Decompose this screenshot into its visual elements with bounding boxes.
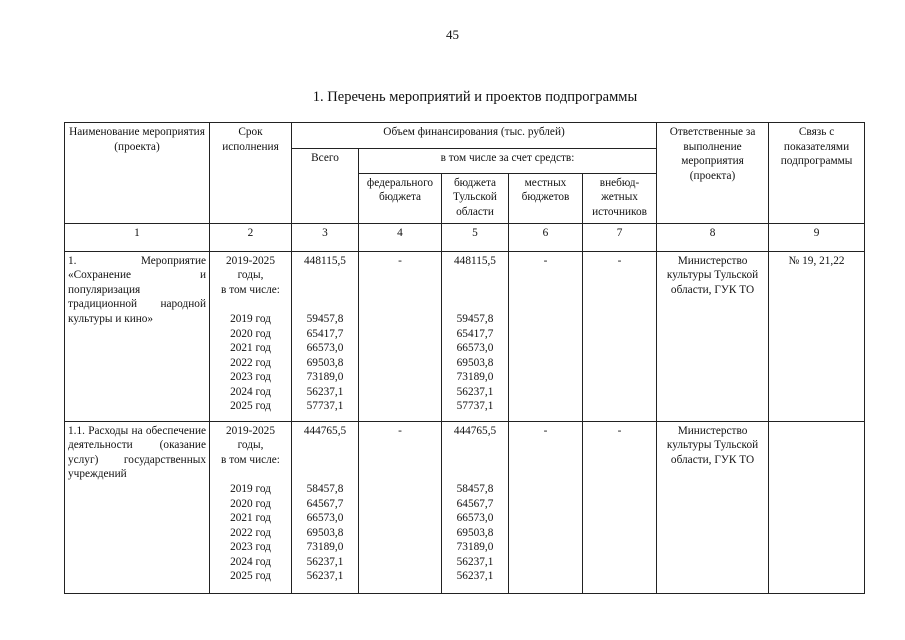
link-cell: № 19, 21,22 xyxy=(769,251,865,421)
header-link: Связь с показателями подпрограммы xyxy=(769,123,865,224)
header-financing: Объем финансирования (тыс. рублей) xyxy=(292,123,657,149)
total-cell: 444765,5 58457,8 64567,7 66573,0 69503,8 73189,0 56237,1 56237,1 xyxy=(292,421,359,593)
header-offbudget: внебюд-жетных источников xyxy=(583,173,657,224)
page-number: 45 xyxy=(446,27,459,42)
col-number: 2 xyxy=(210,224,292,251)
col-number: 4 xyxy=(359,224,442,251)
col-number: 3 xyxy=(292,224,359,251)
local-cell: - xyxy=(509,251,583,421)
table-row xyxy=(65,251,865,421)
header-local: местных бюджетов xyxy=(509,173,583,224)
header-total: Всего xyxy=(292,149,359,224)
link-cell xyxy=(769,421,865,593)
regional-cell: 444765,5 58457,8 64567,7 66573,0 69503,8 73189,0 56237,1 56237,1 xyxy=(442,421,509,593)
header-regional: бюджета Тульской области xyxy=(442,173,509,224)
table-row xyxy=(65,421,865,593)
col-number: 7 xyxy=(583,224,657,251)
header-including: в том числе за счет средств: xyxy=(359,149,657,173)
activity-name: 1.1. Расходы на обеспечение деятельности (оказание услуг) государственных учреждений xyxy=(65,421,210,593)
section-title: 1. Перечень мероприятий и проектов подпрограммы xyxy=(312,89,638,105)
regional-cell: 448115,5 59457,8 65417,7 66573,0 69503,8 73189,0 56237,1 57737,1 xyxy=(442,251,509,421)
col-number: 1 xyxy=(65,224,210,251)
federal-cell: - xyxy=(359,251,442,421)
federal-cell: - xyxy=(359,421,442,593)
responsible-cell: Министерство культуры Тульской области, ГУК ТО xyxy=(657,251,769,421)
offbudget-cell: - xyxy=(583,421,657,593)
offbudget-cell: - xyxy=(583,251,657,421)
header-federal: федерального бюджета xyxy=(359,173,442,224)
responsible-cell: Министерство культуры Тульской области, ГУК ТО xyxy=(657,421,769,593)
col-number: 8 xyxy=(657,224,769,251)
header-responsible: Ответственные за выполнение мероприятия (проекта) xyxy=(657,123,769,224)
header-term: Срок исполнения xyxy=(210,123,292,224)
header-name: Наименование мероприятия (проекта) xyxy=(65,123,210,224)
col-number: 6 xyxy=(509,224,583,251)
activity-name: 1. Мероприятие «Сохранение и популяризация традиционной народной культуры и кино» xyxy=(65,251,210,421)
col-number: 9 xyxy=(769,224,865,251)
term-cell: 2019-2025 годы, в том числе: 2019 год 2020 год 2021 год 2022 год 2023 год 2024 год 2025 год xyxy=(210,421,292,593)
term-cell: 2019-2025 годы, в том числе: 2019 год 2020 год 2021 год 2022 год 2023 год 2024 год 2025 год xyxy=(210,251,292,421)
activities-table xyxy=(64,122,865,594)
total-cell: 448115,5 59457,8 65417,7 66573,0 69503,8 73189,0 56237,1 57737,1 xyxy=(292,251,359,421)
local-cell: - xyxy=(509,421,583,593)
col-number: 5 xyxy=(442,224,509,251)
